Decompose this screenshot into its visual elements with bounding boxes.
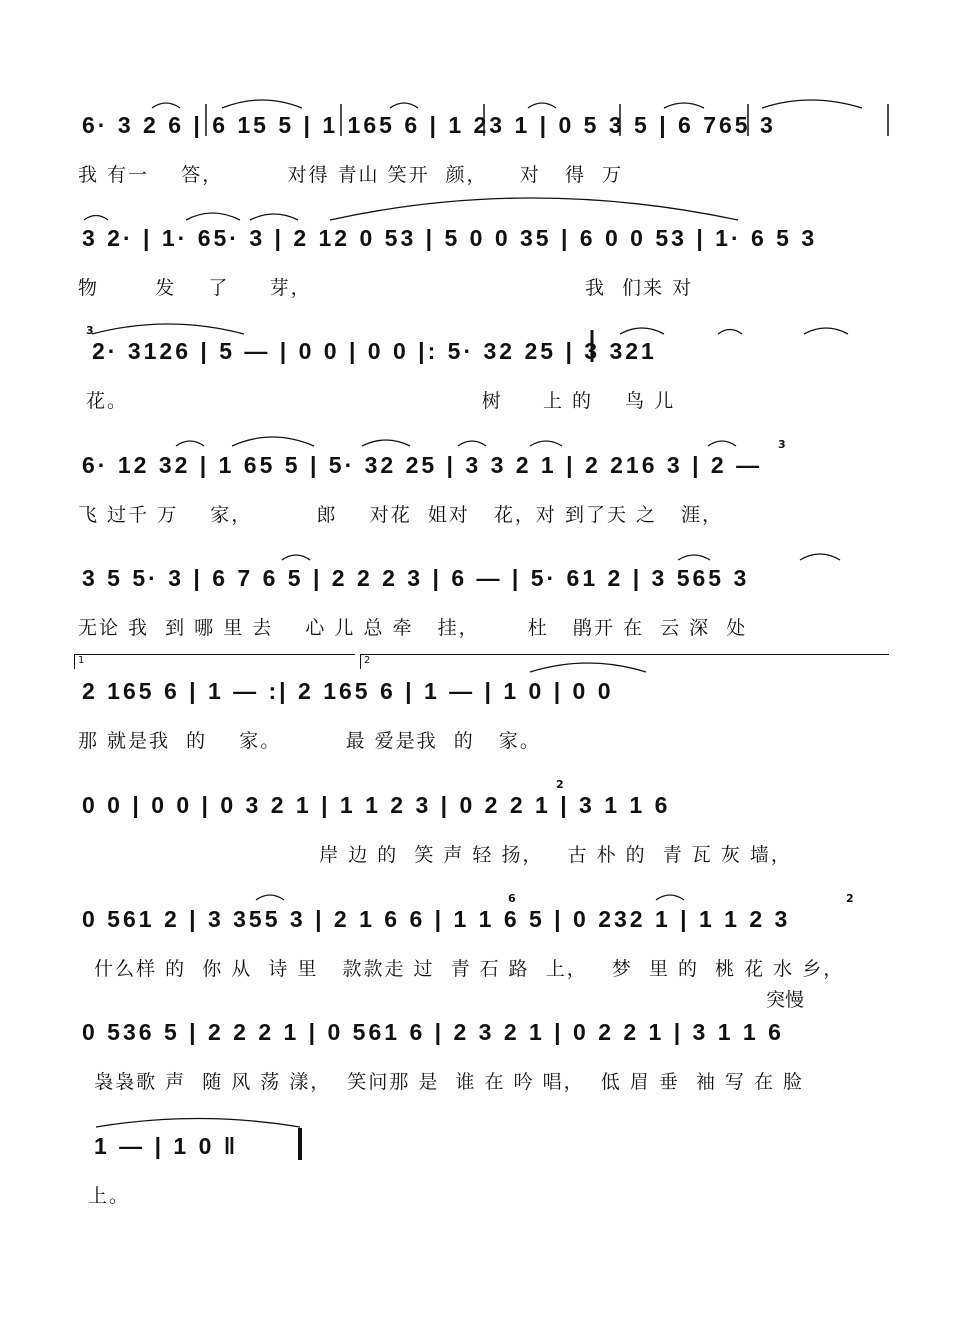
- lyrics-line-8: 什么样 的 你 从 诗 里 款款走 过 青 石 路 上， 梦 里 的 桃 花 水 乡，: [78, 958, 845, 980]
- grace-note: 2: [556, 778, 564, 791]
- grace-note: 6: [508, 892, 516, 905]
- slur: [84, 216, 108, 221]
- slur: [256, 895, 284, 900]
- slur: [176, 441, 204, 446]
- slur: [96, 1119, 300, 1128]
- volta-second-ending: 2: [360, 654, 889, 669]
- slur: [678, 555, 710, 560]
- lyrics-line-5: 无论 我 到 哪 里 去 心 儿 总 牵 挂， 杜 鹃开 在 云 深 处: [78, 617, 748, 639]
- slur: [152, 103, 180, 108]
- slur: [530, 441, 562, 446]
- notes-line-6: 2 165 6 | 1 — :| 2 165 6 | 1 — | 1 0 | 0 0: [82, 678, 614, 704]
- lyrics-line-6: 那 就是我 的 家。 最 爱是我 的 家。: [78, 730, 541, 752]
- notes-line-5: 3 5 5· 3 | 6 7 6 5 | 2 2 2 3 | 6 — | 5· 61 2 | 3 565 3: [82, 565, 750, 591]
- slur: [656, 895, 684, 900]
- lyrics-line-1: 我 有一 答， 对得 青山 笑开 颜， 对 得 万: [78, 164, 624, 186]
- slur: [390, 103, 418, 108]
- slur: [762, 100, 862, 108]
- notes-line-1: 6· 3 2 6 | 6 15 5 | 1 165 6 | 1 23 1 | 0 5 3 5 | 6 765 3: [82, 112, 776, 138]
- slur: [282, 555, 310, 560]
- notes-line-3: 2· 3126 | 5 — | 0 0 | 0 0 |: 5· 32 25 | 3 321: [92, 338, 657, 364]
- grace-note: 3: [86, 324, 94, 337]
- notes-line-8: 0 561 2 | 3 355 3 | 2 1 6 6 | 1 1 6 5 | 0 232 1 | 1 1 2 3: [82, 906, 791, 932]
- slur: [250, 214, 298, 220]
- lyrics-line-3: 花。 树 上 的 鸟 儿: [78, 390, 676, 412]
- slur: [92, 324, 244, 334]
- slur: [458, 441, 486, 446]
- slur: [528, 103, 556, 108]
- slur: [330, 198, 738, 220]
- grace-note: 2: [846, 892, 854, 905]
- volta-first-ending: 1: [74, 654, 355, 669]
- slur: [530, 663, 646, 672]
- slur: [804, 328, 848, 334]
- slur: [620, 328, 664, 334]
- slur: [708, 441, 736, 446]
- tempo-mark: 突慢: [766, 989, 805, 1011]
- grace-note: 3: [778, 438, 786, 451]
- notes-line-7: 0 0 | 0 0 | 0 3 2 1 | 1 1 2 3 | 0 2 2 1 | 3 1 1 6: [82, 792, 671, 818]
- slur: [718, 330, 742, 335]
- lyrics-line-10: 上。: [88, 1185, 131, 1207]
- slur: [186, 213, 240, 220]
- slur: [800, 554, 840, 560]
- notes-line-10: 1 — | 1 0 ‖: [94, 1133, 239, 1159]
- slur: [232, 437, 314, 446]
- slur: [222, 100, 302, 108]
- slur: [664, 103, 704, 108]
- lyrics-line-9: 袅袅歌 声 随 风 荡 漾， 笑问那 是 谁 在 吟 唱， 低 眉 垂 袖 写 在 脸: [78, 1071, 804, 1093]
- lyrics-line-4: 飞 过千 万 家， 郎 对花 姐对 花，对 到了天 之 涯，: [78, 504, 724, 526]
- notes-line-4: 6· 12 32 | 1 65 5 | 5· 32 25 | 3 3 2 1 | 2 216 3 | 2 —: [82, 452, 763, 478]
- notes-line-9: 0 536 5 | 2 2 2 1 | 0 561 6 | 2 3 2 1 | 0 2 2 1 | 3 1 1 6: [82, 1019, 784, 1045]
- slur: [362, 440, 410, 446]
- lyrics-line-2: 物 发 了 芽， 我 们来 对: [78, 277, 694, 299]
- lyrics-line-7: 岸 边 的 笑 声 轻 扬， 古 朴 的 青 瓦 灰 墙，: [78, 844, 792, 866]
- notes-line-2: 3 2· | 1· 65· 3 | 2 12 0 53 | 5 0 0 35 | 6 0 0 53 | 1· 6 5 3: [82, 225, 818, 251]
